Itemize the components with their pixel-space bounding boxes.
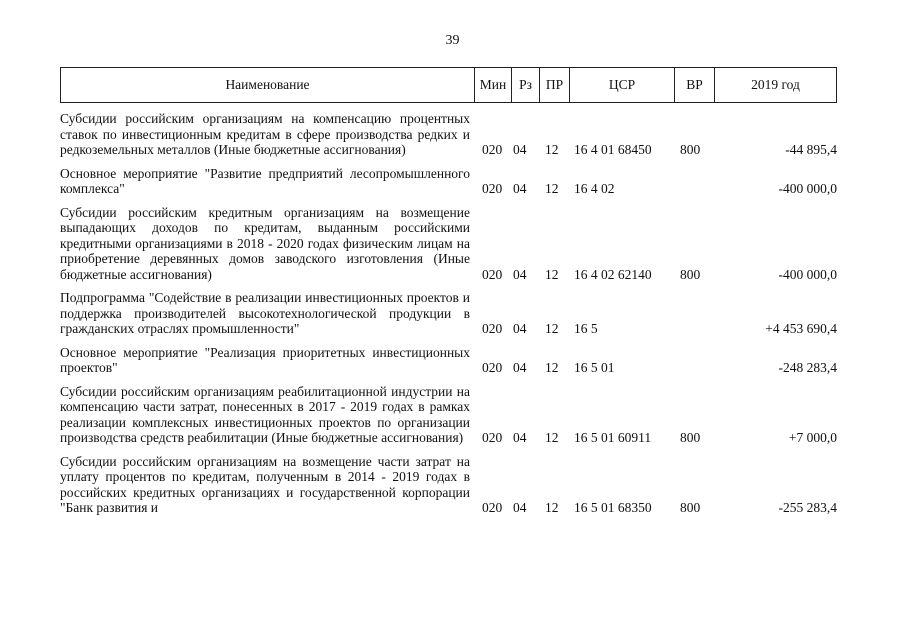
table-row: [60, 205, 837, 283]
row-min: 020: [482, 500, 503, 515]
row-min: 020: [482, 360, 503, 375]
table-row: [60, 290, 837, 337]
row-min: 020: [482, 430, 503, 445]
table-header: [60, 67, 837, 103]
row-min: 020: [482, 321, 503, 336]
row-name: Подпрограмма "Содействие в реализации инвестиционных проектов и поддержка производителей высокотехнологической продукции в гражданских отраслях промышленности": [60, 290, 470, 336]
row-min: 020: [482, 181, 503, 196]
row-pr: 12: [545, 142, 559, 157]
table-body: [60, 103, 837, 516]
row-min: 020: [482, 266, 503, 282]
header-name: Наименование: [61, 68, 475, 102]
header-year: 2019 год: [751, 77, 800, 92]
row-csr: 16 5 01: [574, 360, 615, 375]
row-name: Субсидии российским организациям на возмещение части затрат на уплату процентов по кредитам, полученным в 2014 - 2019 годах в российских кредитных организациях и государственной корпорации "Банк развития и: [60, 453, 470, 515]
row-name: Субсидии российским организациям реабилитационной индустрии на компенсацию части затрат, понесенных в 2017 - 2019 годах в рамках реализации комплексных инвестиционных проектов по организации производства средств реабилитации (Иные бюджетные ассигнования): [60, 383, 470, 445]
row-rz: 04: [513, 142, 527, 157]
row-name: Основное мероприятие "Развитие предприятий лесопромышленного комплекса": [60, 165, 470, 196]
header-vr: ВР: [675, 68, 715, 102]
table-row: [60, 166, 837, 197]
page-number: 39: [445, 33, 460, 48]
row-name: Субсидии российским организациям на компенсацию процентных ставок по инвестиционным кредитам в сфере производства редких и редкоземельных металлов (Иные бюджетные ассигнования): [60, 111, 470, 157]
table-row: [60, 111, 837, 158]
row-value: -400 000,0: [778, 181, 837, 196]
row-rz: 04: [513, 500, 527, 515]
row-csr: 16 4 02 62140: [574, 266, 652, 282]
row-rz: 04: [513, 266, 527, 282]
row-rz: 04: [513, 360, 527, 375]
row-value: +4 453 690,4: [765, 321, 837, 336]
header-csr: ЦСР: [570, 68, 675, 102]
table-row: [60, 384, 837, 446]
row-vr: 800: [680, 430, 701, 445]
row-pr: 12: [545, 266, 559, 282]
table-row: [60, 454, 837, 516]
header-rz: Рз: [512, 68, 540, 102]
row-value: -248 283,4: [778, 360, 837, 375]
row-value: +7 000,0: [788, 430, 837, 445]
row-rz: 04: [513, 181, 527, 196]
row-rz: 04: [513, 321, 527, 336]
table-row: [60, 345, 837, 376]
row-min: 020: [482, 142, 503, 157]
header-pr: ПР: [540, 68, 570, 102]
row-csr: 16 4 01 68450: [574, 142, 652, 157]
row-pr: 12: [545, 321, 559, 336]
row-csr: 16 4 02: [574, 181, 615, 196]
row-vr: 800: [680, 266, 701, 282]
row-value: -255 283,4: [778, 500, 837, 515]
row-name: Основное мероприятие "Реализация приоритетных инвестиционных проектов": [60, 344, 470, 375]
row-csr: 16 5: [574, 321, 598, 336]
row-csr: 16 5 01 60911: [574, 430, 652, 445]
row-pr: 12: [545, 360, 559, 375]
row-pr: 12: [545, 181, 559, 196]
row-csr: 16 5 01 68350: [574, 500, 652, 515]
row-value: -44 895,4: [785, 142, 837, 157]
row-value: -400 000,0: [778, 266, 837, 282]
row-pr: 12: [545, 500, 559, 515]
row-rz: 04: [513, 430, 527, 445]
row-vr: 800: [680, 500, 701, 515]
row-vr: 800: [680, 142, 701, 157]
header-min: Мин: [475, 68, 512, 102]
row-pr: 12: [545, 430, 559, 445]
row-name: Субсидии российским кредитным организациям на возмещение выпадающих доходов по кредитам, выданным российскими кредитными организациями в 2018 - 2020 годах физическим лицам на приобретение деревянных домов заводского изготовления (Иные бюджетные ассигнования): [60, 204, 470, 282]
